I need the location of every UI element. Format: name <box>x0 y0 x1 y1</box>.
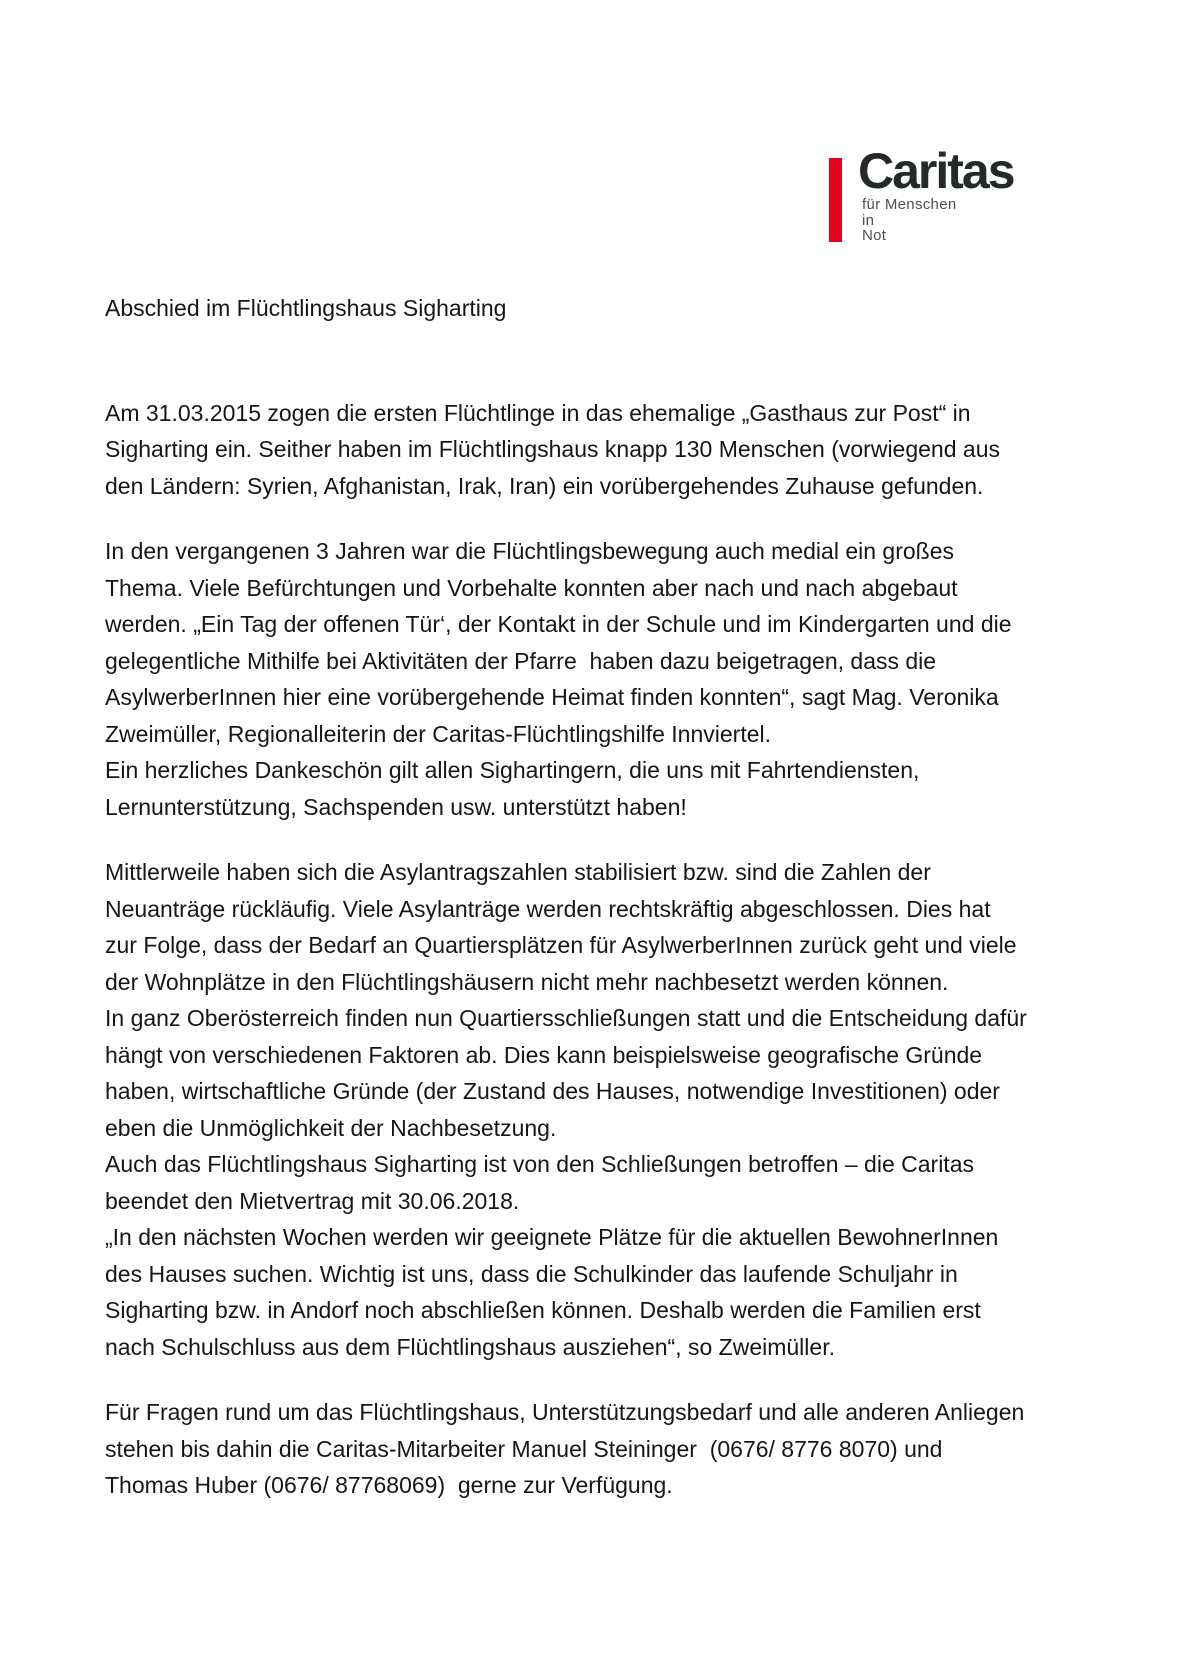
text-line: Thema. Viele Befürchtungen und Vorbehalte konnten aber nach und nach abgebaut <box>105 574 958 601</box>
text-line: nach Schulschluss aus dem Flüchtlingshaus ausziehen“, so Zweimüller. <box>105 1333 835 1360</box>
paragraph <box>105 533 1095 825</box>
text-line: beendet den Mietvertrag mit 30.06.2018. <box>105 1187 520 1214</box>
text-line: Lernunterstützung, Sachspenden usw. unterstützt haben! <box>105 793 687 820</box>
logo-tagline-line: in <box>862 211 875 229</box>
text-line: der Wohnplätze in den Flüchtlingshäusern nicht mehr nachbesetzt werden können. <box>105 968 949 995</box>
document-body <box>105 395 1095 1504</box>
text-line: Am 31.03.2015 zogen die ersten Flüchtlinge in das ehemalige „Gasthaus zur Post“ in <box>105 399 971 426</box>
logo-red-bar-icon <box>829 158 842 242</box>
logo-tagline-line: für Menschen <box>862 196 957 213</box>
text-line: Mittlerweile haben sich die Asylantragszahlen stabilisiert bzw. sind die Zahlen der <box>105 859 931 885</box>
text-line: In ganz Oberösterreich finden nun Quartiersschließungen statt und die Entscheidung dafür <box>105 1005 1027 1031</box>
text-line: „In den nächsten Wochen werden wir geeignete Plätze für die aktuellen BewohnerInnen <box>105 1224 999 1250</box>
text-line: Ein herzliches Dankeschön gilt allen Sighartingern, die uns mit Fahrtendiensten, <box>105 757 920 783</box>
logo-brand-text: Caritas <box>858 143 1014 199</box>
text-line: haben, wirtschaftliche Gründe (der Zustand des Hauses, notwendige Investitionen) oder <box>105 1078 1000 1104</box>
document-content <box>105 290 1095 1533</box>
text-line: Für Fragen rund um das Flüchtlingshaus, Unterstützungsbedarf und alle anderen Anliegen <box>105 1399 1025 1425</box>
paragraph <box>105 854 1095 1365</box>
text-line: gelegentliche Mithilfe bei Aktivitäten der Pfarre haben dazu beigetragen, dass die <box>105 647 937 674</box>
text-line: stehen bis dahin die Caritas-Mitarbeiter Manuel Steininger (0676/ 8776 8070) und <box>105 1435 943 1462</box>
text-line: Zweimüller, Regionalleiterin der Caritas-Flüchtlingshilfe Innviertel. <box>105 720 772 747</box>
text-line: des Hauses suchen. Wichtig ist uns, dass die Schulkinder das laufende Schuljahr in <box>105 1260 958 1287</box>
text-line: Neuanträge rückläufig. Viele Asylanträge werden rechtskräftig abgeschlossen. Dies hat <box>105 895 991 922</box>
document-title: Abschied im Flüchtlingshaus Sigharting <box>105 295 507 321</box>
text-line: Thomas Huber (0676/ 87768069) gerne zur Verfügung. <box>105 1472 673 1498</box>
text-line: hängt von verschiedenen Faktoren ab. Dies kann beispielsweise geografische Gründe <box>105 1041 983 1068</box>
text-line: In den vergangenen 3 Jahren war die Flüchtlingsbewegung auch medial ein großes <box>105 538 954 564</box>
paragraph <box>105 395 1095 505</box>
text-line: zur Folge, dass der Bedarf an Quartiersplätzen für AsylwerberInnen zurück geht und viele <box>105 932 1017 958</box>
text-line: den Ländern: Syrien, Afghanistan, Irak, Iran) ein vorübergehendes Zuhause gefunden. <box>105 472 984 499</box>
paragraph <box>105 1394 1095 1504</box>
logo-tagline-line: Not <box>862 227 887 244</box>
text-line: Sigharting ein. Seither haben im Flüchtlingshaus knapp 130 Menschen (vorwiegend aus <box>105 436 1000 462</box>
text-line: AsylwerberInnen hier eine vorübergehende Heimat finden konnten“, sagt Mag. Veronika <box>105 684 999 710</box>
text-line: Sigharting bzw. in Andorf noch abschließen können. Deshalb werden die Familien erst <box>105 1297 981 1323</box>
logo-tagline <box>862 197 956 244</box>
text-line: werden. „Ein Tag der offenen Tür‘, der Kontakt in der Schule und im Kindergarten und die <box>105 611 1012 637</box>
text-line: eben die Unmöglichkeit der Nachbesetzung. <box>105 1114 557 1141</box>
text-line: Auch das Flüchtlingshaus Sigharting ist von den Schließungen betroffen – die Caritas <box>105 1151 974 1177</box>
